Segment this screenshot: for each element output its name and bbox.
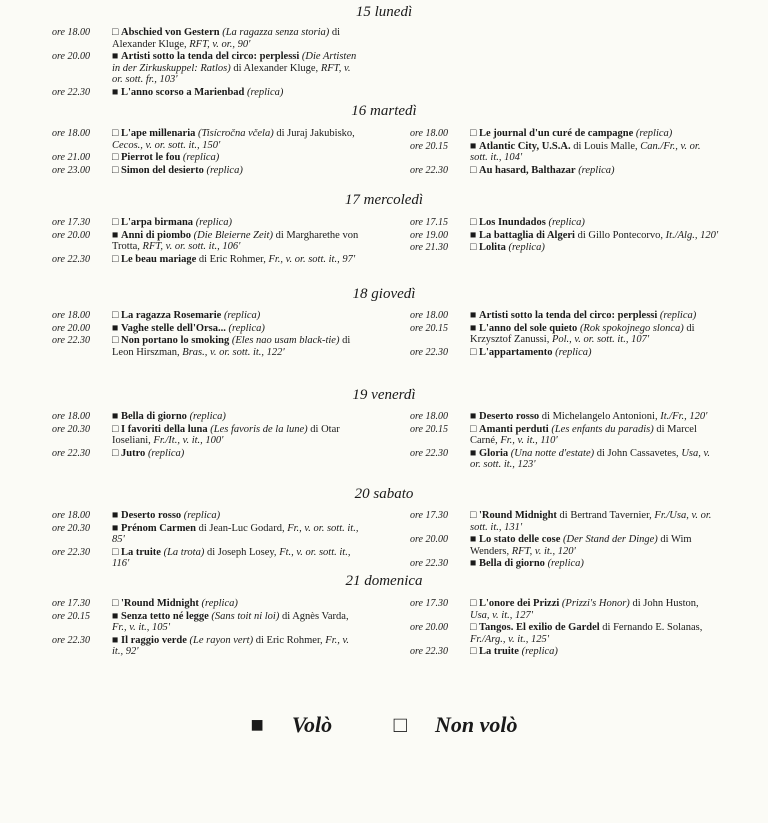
screening-entry (52, 254, 362, 266)
screening-time: ore 20.30 (52, 423, 90, 435)
filled-square-icon: ■ (112, 229, 119, 241)
screening-time: ore 17.30 (52, 598, 90, 609)
filled-square-icon: ■ (470, 411, 477, 422)
film-details: Fr./Arg., v. it., 125' (470, 633, 549, 645)
film-title: Deserto rosso (479, 411, 540, 422)
screening-time: ore 18.00 (410, 310, 448, 321)
filled-square-icon: ■ (470, 558, 477, 569)
screening-entry (52, 87, 362, 99)
screening-entry (52, 335, 362, 358)
film-director: di John Cassavetes, (594, 447, 682, 459)
screening-entry (410, 242, 720, 254)
empty-square-icon: □ (470, 217, 477, 228)
screening-time: ore 20.00 (410, 534, 448, 545)
empty-square-icon: □ (112, 27, 119, 38)
film-title: Lo stato delle cose (479, 534, 561, 545)
film-director: di John Huston, (629, 598, 699, 609)
screening-time: ore 22.30 (410, 447, 448, 459)
screening-time: ore 21.00 (52, 152, 90, 163)
screening-time: ore 21.30 (410, 242, 448, 253)
screening-entry (410, 128, 720, 140)
screening-entry (410, 310, 720, 322)
film-title: Bella di giorno (479, 558, 545, 569)
day-column-left (52, 510, 362, 571)
screening-entry (52, 547, 362, 570)
empty-square-icon: □ (470, 646, 477, 657)
empty-square-icon: □ (470, 164, 477, 176)
screening-entry (410, 165, 720, 177)
film-director: di Louis Malle, (570, 140, 641, 152)
day-header: 15 lunedì (355, 4, 413, 20)
day-column-left (52, 411, 362, 460)
film-title: Non portano lo smoking (121, 335, 230, 346)
film-note: (replica) (183, 510, 221, 521)
filled-square-icon: ■ (470, 229, 477, 241)
film-director: di Margharethe von Trotta, (112, 229, 359, 252)
film-details: Fr./It., v. it., 100' (153, 435, 224, 446)
film-details: Fr., v. it., 110' (500, 435, 558, 446)
film-note: (replica) (508, 242, 545, 253)
film-details: RFT, v. or. sott. fr., 103' (112, 62, 351, 85)
day-column-left (52, 128, 362, 177)
film-note: (replica) (521, 646, 558, 657)
filled-square-icon: ■ (112, 522, 119, 534)
film-title: L'ape millenaria (121, 128, 196, 139)
film-director: di Juraj Jakubisko, (273, 128, 355, 139)
film-details: RFT, v. or., 90' (189, 38, 251, 50)
film-note: (Les favoris de la lune) (210, 423, 308, 435)
film-note: (replica) (555, 346, 592, 358)
film-title: Senza tetto né legge (121, 610, 209, 622)
screening-entry (410, 646, 720, 658)
film-title: Pierrot le fou (121, 152, 181, 163)
screening-time: ore 20.00 (52, 322, 90, 334)
day-column-left (52, 27, 362, 99)
film-title: Deserto rosso (121, 510, 182, 521)
film-details: Fr., v. or. sott. it., 85' (112, 522, 359, 545)
film-note: (replica) (147, 447, 185, 459)
empty-square-icon: □ (112, 335, 119, 346)
film-director: di Leon Hirszman, (112, 335, 351, 358)
film-title: Abschied von Gestern (121, 27, 220, 38)
screening-time: ore 22.30 (52, 634, 90, 646)
filled-square-icon: ■ (112, 634, 119, 646)
screening-entry (410, 558, 720, 570)
screening-time: ore 20.00 (52, 51, 90, 62)
screening-time: ore 18.00 (52, 510, 90, 521)
screening-time: ore 22.30 (410, 558, 448, 569)
screening-entry (52, 152, 362, 164)
screening-time: ore 17.15 (410, 217, 448, 228)
film-director: di Eric Rohmer, (253, 634, 326, 646)
empty-square-icon: □ (112, 164, 119, 176)
film-title: La truite (121, 546, 161, 558)
film-note: (Die Bleierne Zeit) (193, 229, 273, 241)
screening-entry (410, 323, 720, 346)
film-director: di Wim Wenders, (470, 534, 692, 557)
legend (0, 712, 768, 738)
film-note: (Sans toit ni loi) (211, 610, 280, 622)
screening-entry (52, 323, 362, 335)
day-column-right (410, 128, 720, 177)
film-note: (replica) (206, 164, 243, 176)
screening-entry (410, 510, 720, 533)
screening-time: ore 20.15 (410, 423, 448, 435)
screening-entry (52, 598, 362, 610)
screening-entry (410, 622, 720, 645)
screening-time: ore 23.00 (52, 164, 90, 176)
film-details: Pol., v. or. sott. it., 107' (551, 334, 650, 345)
film-note: (Le rayon vert) (189, 634, 254, 646)
film-director: di Gillo Pontecorvo, (574, 229, 666, 241)
film-details: Fr., v. it., 92' (112, 634, 350, 657)
filled-square-icon: ■ (470, 322, 477, 334)
film-note: (La trota) (163, 546, 205, 558)
film-note: (replica) (182, 152, 220, 163)
film-note: (Tisícročna včela) (198, 128, 274, 139)
film-details: Can./Fr., v. or. sott. it., 104' (470, 140, 701, 163)
empty-square-icon: □ (112, 546, 119, 558)
filled-square-icon: ■ (470, 310, 477, 321)
film-note: (Die Artisten in der Zirkuskuppel: Ratlos) (112, 51, 357, 74)
film-details: Fr., v. or. sott. it., 97' (268, 253, 356, 265)
day-header: 18 giovedì (352, 286, 416, 302)
day-column-left (52, 310, 362, 359)
film-director: di Alexander Kluge, (112, 27, 341, 50)
film-title: Le beau mariage (121, 253, 197, 265)
filled-square-icon: ■ (112, 322, 119, 334)
film-note: (replica) (247, 86, 284, 98)
film-details: Fr., v. it., 105' (112, 622, 171, 633)
screening-entry (410, 217, 720, 229)
film-note: (replica) (659, 310, 697, 321)
filled-square-icon: ■ (112, 411, 119, 422)
film-director: di Otar Ioseliani, (112, 423, 340, 446)
film-title: Artisti sotto la tenda del circo: perplessi (121, 51, 300, 62)
empty-square-icon: □ (112, 128, 119, 139)
screening-time: ore 20.00 (410, 622, 448, 633)
film-title: Artisti sotto la tenda del circo: perplessi (479, 310, 658, 321)
filled-square-icon: ■ (112, 86, 119, 98)
film-title: Il raggio verde (121, 634, 187, 646)
screening-entry (410, 424, 720, 447)
film-note: (replica) (189, 411, 226, 422)
filled-square-icon: ■ (112, 510, 119, 521)
film-note: (replica) (195, 217, 233, 228)
film-title: Au hasard, Balthazar (479, 164, 576, 176)
empty-square-icon: □ (112, 310, 119, 321)
film-title: Simon del desierto (121, 164, 204, 176)
film-note: (Una notte d'estate) (510, 447, 595, 459)
empty-square-icon: □ (112, 423, 119, 435)
screening-time: ore 18.00 (52, 27, 90, 38)
empty-square-icon: □ (112, 217, 119, 228)
screening-time: ore 22.30 (52, 253, 90, 265)
screening-time: ore 17.30 (410, 598, 448, 609)
screening-time: ore 22.30 (410, 646, 448, 657)
filled-square-icon: ■ (470, 140, 477, 152)
film-details: Cecos., v. or. sott. it., 150' (112, 139, 221, 151)
screening-time: ore 20.15 (52, 610, 90, 622)
film-title: 'Round Midnight (121, 598, 199, 609)
screening-time: ore 22.30 (52, 447, 90, 459)
screening-entry (52, 51, 362, 86)
film-director: di Krzysztof Zanussi, (470, 322, 695, 345)
film-director: di Agnès Varda, (279, 610, 349, 622)
film-director: di Alexander Kluge, (230, 62, 321, 74)
empty-square-icon: □ (470, 242, 477, 253)
film-note: (Prizzi's Honor) (561, 598, 630, 609)
screening-entry (52, 523, 362, 546)
screening-time: ore 18.00 (52, 310, 90, 321)
screening-entry (52, 510, 362, 522)
film-title: Le journal d'un curé de campagne (479, 128, 634, 139)
film-title: Prénom Carmen (121, 522, 196, 534)
screening-entry (410, 534, 720, 557)
film-director: di Eric Rohmer, (196, 253, 269, 265)
day-column-right (410, 217, 720, 255)
film-note: (replica) (578, 164, 615, 176)
screening-time: ore 18.00 (52, 128, 90, 139)
screening-time: ore 22.30 (410, 164, 448, 176)
film-title: L'anno scorso a Marienbad (121, 86, 245, 98)
film-note: (Der Stand der Dinge) (563, 534, 658, 545)
film-title: La ragazza Rosemarie (121, 310, 222, 321)
film-title: Jutro (121, 447, 146, 459)
film-director: di Joseph Losey, (204, 546, 280, 558)
screening-entry (52, 411, 362, 423)
day-column-right (410, 598, 720, 659)
film-details: Ft., v. or. sott. it., 116' (112, 546, 351, 569)
film-note: (Rok spokojnego slonca) (579, 322, 684, 334)
film-note: (replica) (635, 128, 673, 139)
film-details: Usa, v. it., 127' (470, 609, 534, 621)
screening-time: ore 18.00 (52, 411, 90, 422)
screening-entry (410, 598, 720, 621)
screening-time: ore 18.00 (410, 411, 448, 422)
film-director: di Bertrand Tavernier, (556, 510, 655, 521)
empty-square-icon: □ (470, 510, 477, 521)
empty-square-icon: □ (112, 447, 119, 459)
day-column-right (410, 510, 720, 571)
film-details: Usa, v. or. sott. it., 123' (470, 447, 710, 470)
screening-entry (52, 424, 362, 447)
film-details: Bras., v. or. sott. it., 122' (182, 346, 285, 358)
film-title: L'anno del sole quieto (479, 322, 578, 334)
screening-time: ore 22.30 (52, 86, 90, 98)
film-note: (replica) (547, 558, 584, 569)
day-column-right (410, 411, 720, 472)
film-details: Fr./Usa, v. or. sott. it., 131' (470, 510, 712, 533)
screening-time: ore 20.15 (410, 322, 448, 334)
screening-entry (52, 448, 362, 460)
film-details: It./Fr., 120' (660, 411, 708, 422)
film-title: Amanti perduti (479, 423, 549, 435)
screening-time: ore 22.30 (410, 346, 448, 358)
film-details: RFT, v. or. sott. it., 106' (142, 241, 241, 252)
day-column-left (52, 217, 362, 266)
filled-square-icon: ■ (470, 534, 477, 545)
screening-entry (410, 347, 720, 359)
screening-entry (52, 310, 362, 322)
empty-square-icon: □ (470, 346, 477, 358)
film-note: (replica) (548, 217, 585, 228)
empty-square-icon: □ (470, 622, 477, 633)
empty-square-icon: □ (470, 598, 477, 609)
film-title: I favoriti della luna (121, 423, 208, 435)
film-title: L'arpa birmana (121, 217, 194, 228)
film-title: Lolita (479, 242, 506, 253)
filled-square-icon: ■ (250, 712, 264, 737)
film-note: (replica) (223, 310, 261, 321)
day-header: 17 mercoledì (344, 192, 424, 208)
film-note: (Eles nao usam black-tie) (231, 335, 340, 346)
empty-square-icon: □ (470, 423, 477, 435)
screening-entry (52, 27, 362, 50)
day-column-left (52, 598, 362, 659)
film-title: Anni di piombo (121, 229, 192, 241)
screening-time: ore 20.30 (52, 522, 90, 534)
film-director: di Marcel Carné, (470, 423, 697, 446)
empty-square-icon: □ (112, 152, 119, 163)
film-note: (replica) (228, 322, 265, 334)
film-title: Tangos. El exilio de Gardel (479, 622, 600, 633)
film-director: di Jean-Luc Godard, (195, 522, 288, 534)
film-title: La battaglia di Algeri (479, 229, 575, 241)
empty-square-icon: □ (470, 128, 477, 139)
filled-square-icon: ■ (470, 447, 477, 459)
screening-entry (410, 448, 720, 471)
day-header: 16 martedì (351, 103, 417, 119)
film-title: La truite (479, 646, 519, 657)
screening-entry (52, 635, 362, 658)
screening-time: ore 22.30 (52, 546, 90, 558)
screening-entry (52, 611, 362, 634)
screening-time: ore 19.00 (410, 229, 448, 241)
screening-entry (410, 141, 720, 164)
legend-volo: ■ Volò (250, 712, 333, 737)
screening-entry (52, 230, 362, 253)
film-title: L'onore dei Prizzi (479, 598, 560, 609)
film-title: Bella di giorno (121, 411, 187, 422)
film-title: Vaghe stelle dell'Orsa... (121, 322, 226, 334)
screening-entry (410, 411, 720, 423)
screening-time: ore 17.30 (52, 217, 90, 228)
day-column-right (410, 310, 720, 359)
film-note: (replica) (201, 598, 238, 609)
day-header: 20 sabato (354, 486, 414, 502)
film-title: L'appartamento (479, 346, 553, 358)
film-details: RFT, v. it., 120' (511, 545, 576, 557)
filled-square-icon: ■ (112, 610, 119, 622)
empty-square-icon: □ (112, 253, 119, 265)
film-title: Atlantic City, U.S.A. (479, 140, 571, 152)
film-director: di Michelangelo Antonioni, (539, 411, 661, 422)
film-director: di Fernando E. Solanas, (599, 622, 703, 633)
legend-non-volo: □ Non volò (393, 712, 518, 737)
film-title: Gloria (479, 447, 509, 459)
screening-entry (52, 165, 362, 177)
screening-entry (52, 217, 362, 229)
screening-entry (410, 230, 720, 242)
film-note: (Les enfants du paradis) (551, 423, 654, 435)
screening-time: ore 20.15 (410, 140, 448, 152)
film-details: It./Alg., 120' (665, 229, 719, 241)
empty-square-icon: □ (112, 598, 119, 609)
filled-square-icon: ■ (112, 51, 119, 62)
empty-square-icon: □ (393, 712, 407, 737)
day-header: 19 venerdì (352, 387, 416, 403)
screening-time: ore 22.30 (52, 335, 90, 346)
film-note: (La ragazza senza storia) (222, 27, 330, 38)
screening-time: ore 20.00 (52, 229, 90, 241)
film-title: Los Inundados (479, 217, 546, 228)
day-header: 21 domenica (345, 573, 423, 589)
screening-time: ore 17.30 (410, 510, 448, 521)
film-title: 'Round Midnight (479, 510, 557, 521)
screening-time: ore 18.00 (410, 128, 448, 139)
screening-entry (52, 128, 362, 151)
